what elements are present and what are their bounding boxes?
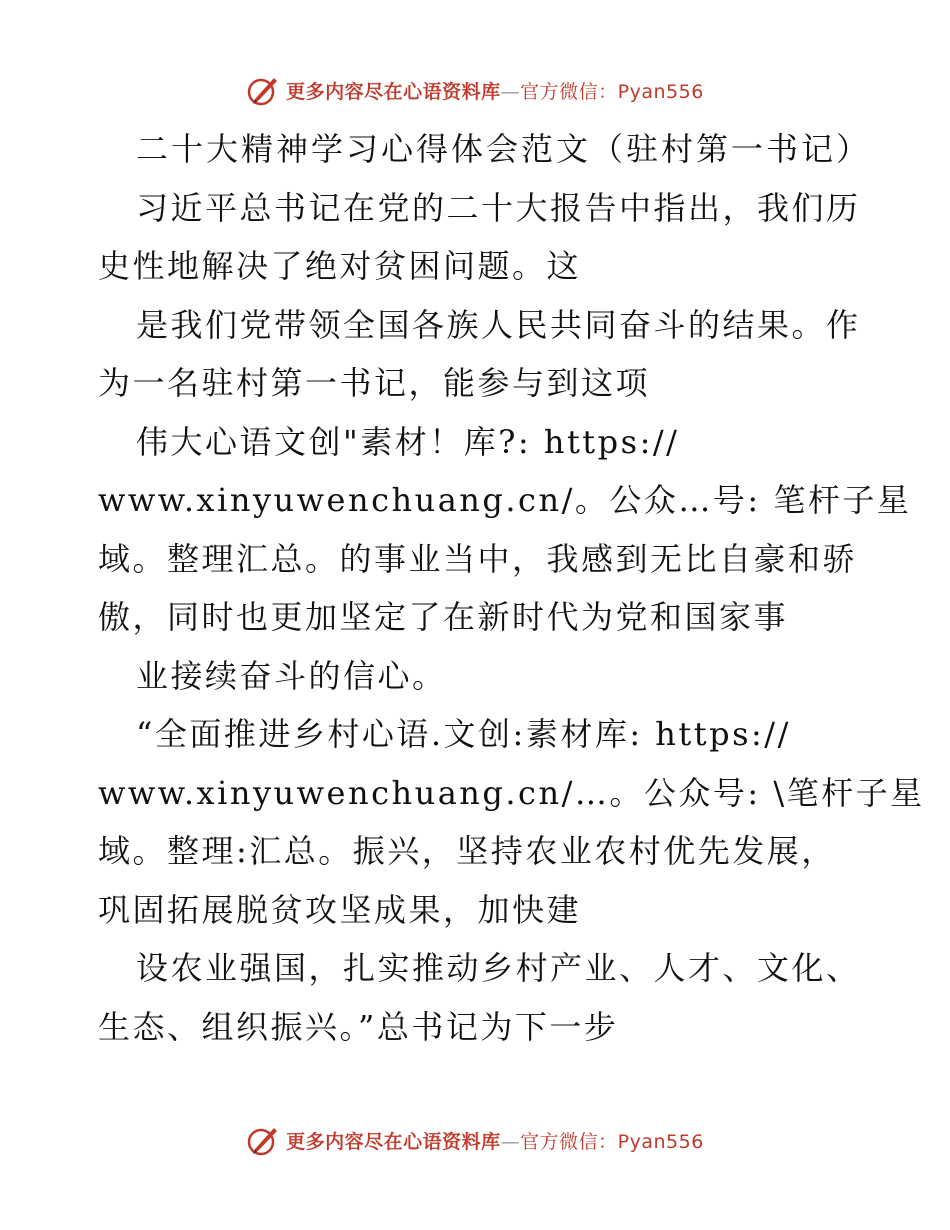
document-body (98, 120, 925, 1056)
paragraph-line: 傲，同时也更加坚定了在新时代为党和国家事 (98, 598, 789, 636)
quill-pen-logo-icon (246, 1123, 280, 1157)
paragraph-line: “全面推进乡村心语.文创:素材库: https:// (136, 715, 791, 753)
document-title: 二十大精神学习心得体会范文（驻村第一书记） (136, 130, 872, 168)
banner-label: 更多内容尽在心语资料库—官方微信：Pyan556 (286, 1130, 704, 1153)
paragraph-line: www.xinyuwenchuang.cn/…。公众号: \笔杆子星 (98, 773, 925, 812)
paragraph-line: 史性地解决了绝对贫困问题。这 (98, 247, 582, 285)
paragraph-line: 设农业强国，扎实推动乡村产业、人才、文化、 (136, 949, 861, 987)
paragraph-line: 业接续奋斗的信心。 (136, 656, 447, 695)
header-banner (0, 70, 950, 110)
paragraph-line: 域。整理汇总。的事业当中，我感到无比自豪和骄 (98, 539, 858, 578)
quill-pen-logo-icon (246, 73, 280, 107)
footer-banner (0, 1120, 950, 1160)
paragraph-line: 巩固拓展脱贫攻坚成果，加快建 (98, 890, 582, 929)
paragraph-line: 是我们党带领全国各族人民共同奋斗的结果。作 (136, 305, 861, 344)
paragraph-line: 为一名驻村第一书记，能参与到这项 (98, 364, 651, 402)
paragraph-line: 域。整理:汇总。振兴，坚持农业农村优先发展， (98, 832, 836, 870)
paragraph-line: 习近平总书记在党的二十大报告中指出，我们历 (136, 188, 861, 227)
paragraph-line: 伟大心语文创"素材！库?: https:// (136, 422, 680, 461)
paragraph-line: 生态、组织振兴。”总书记为下一步 (98, 1007, 619, 1046)
banner-label: 更多内容尽在心语资料库—官方微信：Pyan556 (286, 80, 704, 103)
paragraph-line: www.xinyuwenchuang.cn/。公众…号: 笔杆子星 (98, 481, 912, 519)
